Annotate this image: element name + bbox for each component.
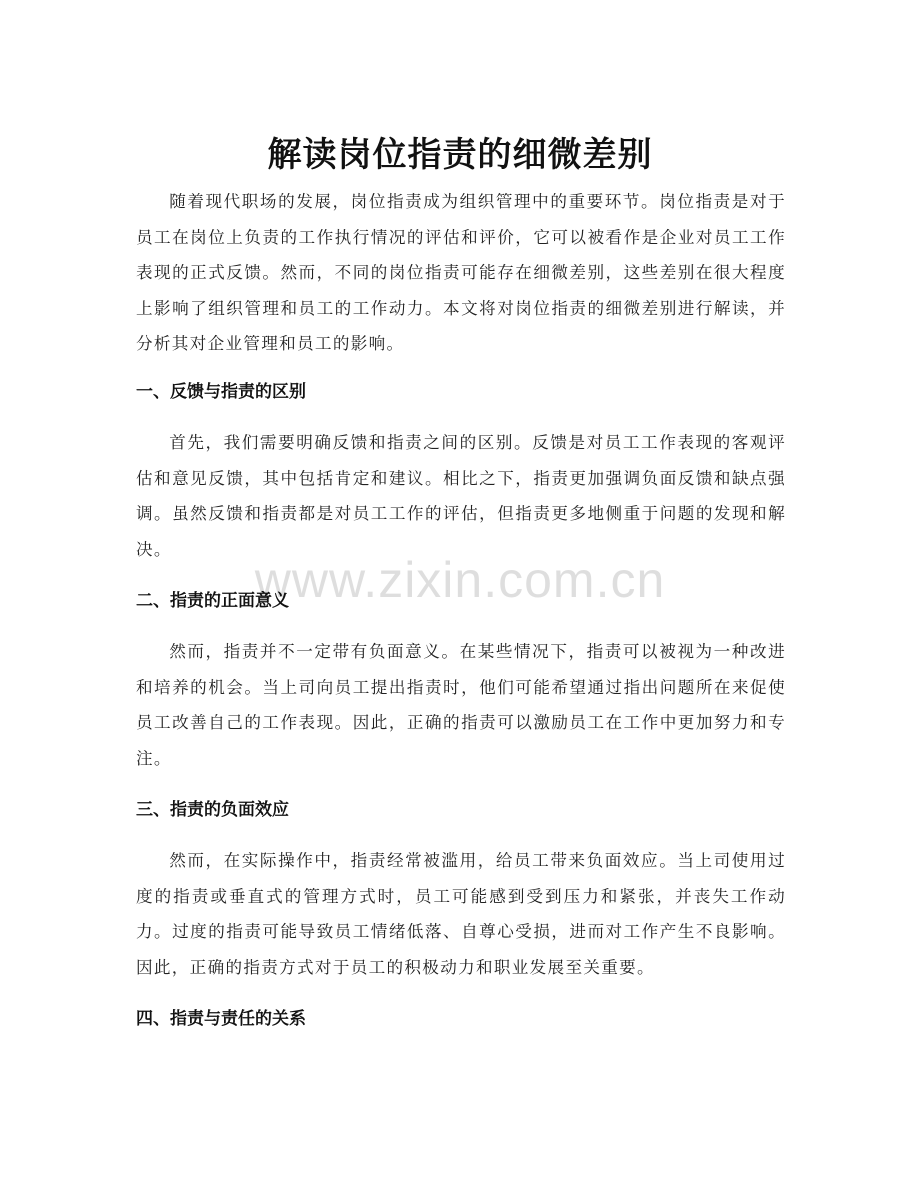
section-heading-1: 一、反馈与指责的区别 <box>136 382 306 402</box>
watermark-text: www.zixin.com.cn <box>254 552 666 608</box>
section-body-2: 然而，指责并不一定带有负面意义。在某些情况下，指责可以被视为一种改进和培养的机会。当上司向员工提出指责时，他们可能希望通过指出问题所在来促使员工改善自己的工作表现。因此，正确的指责可以激励员工在工作中更加努力和专注。 <box>136 642 786 768</box>
section-heading-4: 四、指责与责任的关系 <box>136 1009 306 1029</box>
section-body-3: 然而，在实际操作中，指责经常被滥用，给员工带来负面效应。当上司使用过度的指责或垂直式的管理方式时，员工可能感到受到压力和紧张，并丧失工作动力。过度的指责可能导致员工情绪低落、自尊心受损，进而对工作产生不良影响。因此，正确的指责方式对于员工的积极动力和职业发展至关重要。 <box>136 851 786 977</box>
section-body-1: 首先，我们需要明确反馈和指责之间的区别。反馈是对员工工作表现的客观评估和意见反馈，其中包括肯定和建议。相比之下，指责更加强调负面反馈和缺点强调。虽然反馈和指责都是对员工工作的评估，但指责更多地侧重于问题的发现和解决。 <box>136 433 786 559</box>
section-heading-3: 三、指责的负面效应 <box>136 800 289 820</box>
intro-paragraph: 随着现代职场的发展，岗位指责成为组织管理中的重要环节。岗位指责是对于员工在岗位上负责的工作执行情况的评估和评价，它可以被看作是企业对员工工作表现的正式反馈。然而，不同的岗位指责可能存在细微差别，这些差别在很大程度上影响了组织管理和员工的工作动力。本文将对岗位指责的细微差别进行解读，并分析其对企业管理和员工的影响。 <box>136 192 786 353</box>
section-heading-2: 二、指责的正面意义 <box>136 591 289 611</box>
document-title: 解读岗位指责的细微差别 <box>267 134 653 175</box>
